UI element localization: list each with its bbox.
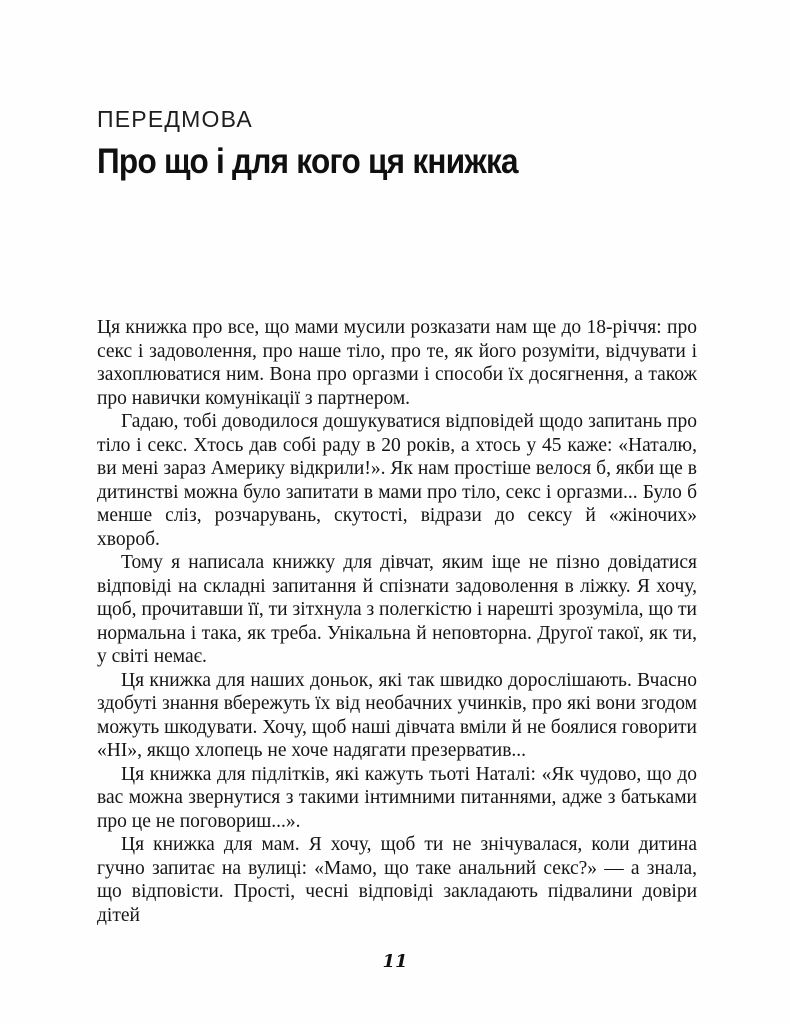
paragraph: Ця книжка для наших доньок, які так швидко дорослішають. Вчасно здобуті знання вбережуть їх від необачних учинків, про які вони згодом можуть шкодувати. Хочу, щоб наші дівчата вміли й не боялися говорити «НІ», якщо хлопець не хоче надягати презерватив... (97, 669, 697, 761)
paragraph: Ця книжка про все, що мами мусили розказати нам ще до 18-річчя: про секс і задоволення, про наше тіло, про те, як його розуміти, відчувати і захоплюватися ним. Вона про оргазми і способи їх досягнення, а також про навички комунікації з партнером. (97, 317, 697, 409)
page-number: 11 (382, 951, 408, 972)
paragraph: Ця книжка для підлітків, які кажуть тьоті Наталі: «Як чудово, що до вас можна звернутися з такими інтимними питаннями, адже з батьками про це не поговориш...». (97, 763, 697, 832)
chapter-kicker: ПЕРЕДМОВА (97, 106, 253, 132)
chapter-title: Про що і для кого ця книжка (97, 142, 518, 181)
body-text (97, 316, 697, 927)
page-content (97, 106, 697, 927)
paragraph: Ця книжка для мам. Я хочу, щоб ти не знічувалася, коли дитина гучно запитає на вулиці: «Мамо, що таке анальний секс?» — а знала, що відповісти. Прості, чесні відповіді закладають підвалини довіри дітей (97, 834, 697, 926)
paragraph: Гадаю, тобі доводилося дошукуватися відповідей щодо запитань про тіло і секс. Хтось дав собі раду в 20 років, а хтось у 45 каже: «Наталю, ви мені зараз Америку відкрили!». Як нам простіше велося б, якби ще в дитинстві можна було запитати в мами про тіло, секс і оргазми... Було б менше сліз, розчарувань, скутості, відрази до сексу й «жіночих» хвороб. (97, 411, 697, 550)
paragraph: Тому я написала книжку для дівчат, яким іще не пізно довідатися відповіді на складні запитання й спізнати задоволення в ліжку. Я хочу, щоб, прочитавши її, ти зітхнула з полегкістю і нарешті зрозуміла, що ти нормальна і така, як треба. Унікальна й неповторна. Другої такої, як ти, у світі немає. (97, 552, 697, 667)
